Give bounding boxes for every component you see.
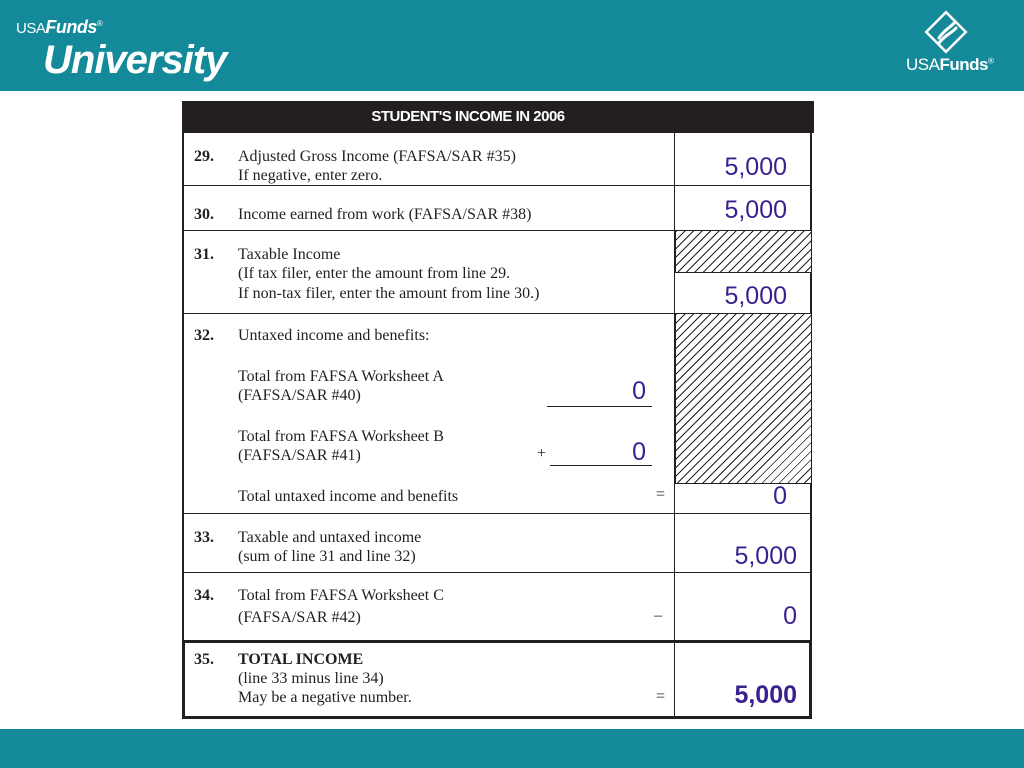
- form-left-border: [182, 133, 184, 719]
- line33-label-2: (sum of line 31 and line 32): [238, 548, 416, 565]
- line29-number: 29.: [194, 148, 214, 165]
- line29-value: 5,000: [724, 153, 787, 181]
- line32-total-label: Total untaxed income and benefits: [238, 488, 459, 505]
- line34-label-2: (FAFSA/SAR #42): [238, 609, 361, 626]
- header-bar: [0, 0, 1024, 91]
- line31-cell-separator: [674, 272, 812, 273]
- line33-value: 5,000: [734, 542, 797, 570]
- line31-label-1: Taxable Income: [238, 246, 341, 263]
- row-separator-32: [182, 513, 812, 514]
- worksheet-a-blank-line: [547, 406, 652, 407]
- line34-value: 0: [783, 602, 797, 630]
- usafunds-logo-right: [906, 55, 993, 75]
- line35-number: 35.: [194, 651, 214, 668]
- row-separator-29: [182, 185, 812, 186]
- line29-label-2: If negative, enter zero.: [238, 167, 383, 184]
- line32-equals-sign: =: [656, 486, 666, 503]
- line30-label: Income earned from work (FAFSA/SAR #38): [238, 206, 532, 223]
- line35-equals-sign: =: [656, 688, 666, 705]
- usafunds-diamond-icon: [922, 8, 970, 56]
- line31-label-3: If non-tax filer, enter the amount from line 30.): [238, 285, 540, 302]
- income-worksheet-form: [182, 101, 814, 719]
- worksheet-b-label-1: Total from FAFSA Worksheet B: [238, 428, 444, 445]
- line31-hatched-cell: [675, 231, 811, 272]
- logo-right-reg-mark: ®: [987, 56, 994, 66]
- worksheet-b-value: 0: [632, 438, 646, 466]
- line32-number: 32.: [194, 327, 214, 344]
- line35-label-2: (line 33 minus line 34): [238, 670, 384, 687]
- line35-total-value: 5,000: [734, 681, 797, 709]
- line29-label-1: Adjusted Gross Income (FAFSA/SAR #35): [238, 148, 516, 165]
- worksheet-a-label-1: Total from FAFSA Worksheet A: [238, 368, 444, 385]
- logo-funds-text: Funds: [45, 17, 97, 37]
- row-separator-33: [182, 572, 812, 573]
- line34-minus-sign: –: [654, 607, 662, 624]
- worksheet-b-plus-sign: +: [537, 445, 547, 462]
- university-logo-text: University: [43, 38, 227, 82]
- worksheet-a-value: 0: [632, 377, 646, 405]
- worksheet-b-label-2: (FAFSA/SAR #41): [238, 447, 361, 464]
- logo-right-usa-text: USA: [906, 55, 940, 74]
- line35-label-3: May be a negative number.: [238, 689, 412, 706]
- line31-number: 31.: [194, 246, 214, 263]
- line32-total-value: 0: [773, 482, 787, 510]
- logo-right-funds-text: Funds: [939, 55, 988, 74]
- line30-number: 30.: [194, 206, 214, 223]
- line35-label-1: TOTAL INCOME: [238, 651, 364, 668]
- logo-usa-text: USA: [16, 20, 46, 37]
- line34-label-1: Total from FAFSA Worksheet C: [238, 587, 444, 604]
- line31-value: 5,000: [724, 282, 787, 310]
- line32-hatched-cell: [675, 314, 811, 483]
- line33-label-1: Taxable and untaxed income: [238, 529, 422, 546]
- logo-reg-mark: ®: [96, 19, 103, 28]
- worksheet-a-label-2: (FAFSA/SAR #40): [238, 387, 361, 404]
- usafunds-logo-small: [16, 17, 102, 38]
- form-title: STUDENT'S INCOME IN 2006: [182, 101, 814, 133]
- line32-label: Untaxed income and benefits:: [238, 327, 430, 344]
- line31-label-2: (If tax filer, enter the amount from line 29.: [238, 265, 511, 282]
- line34-number: 34.: [194, 587, 214, 604]
- line33-number: 33.: [194, 529, 214, 546]
- footer-bar: [0, 729, 1024, 768]
- line30-value: 5,000: [724, 196, 787, 224]
